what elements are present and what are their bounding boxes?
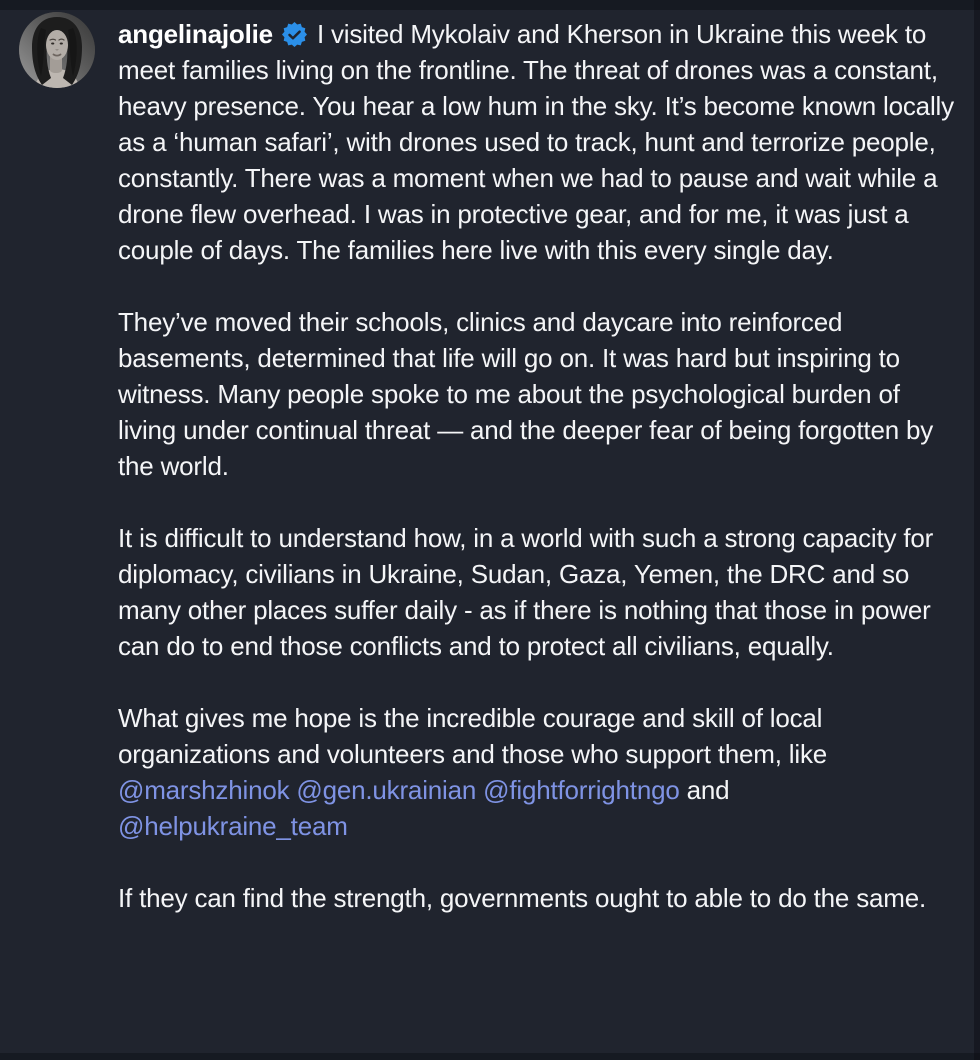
mention-link[interactable]: @marshzhinok xyxy=(118,775,290,805)
caption-text: They’ve moved their schools, clinics and daycare into reinforced basements, determined that life will go on. It was hard but inspiring to witness. Many people spoke to me about the psychological burden of living under continual threat — and the deeper fear of being forgotten by the world. xyxy=(118,307,934,481)
media-edge-top xyxy=(0,0,980,10)
caption-text: If they can find the strength, governments ought to able to do the same. xyxy=(118,883,927,913)
mention-link[interactable]: @gen.ukrainian xyxy=(296,775,477,805)
caption-paragraph xyxy=(118,16,954,268)
caption-paragraph xyxy=(118,520,954,664)
mention-link[interactable]: @fightforrightngo xyxy=(483,775,680,805)
caption-paragraph xyxy=(118,700,954,844)
caption-text: I visited Mykolaiv and Kherson in Ukraine this week to meet families living on the frontline. The threat of drones was a constant, heavy presence. You hear a low hum in the sky. It’s become known locally as a ‘human safari’, with drones used to track, hunt and terrorize people, constantly. There was a moment when we had to pause and wait while a drone flew overhead. I was in protective gear, and for me, it was just a couple of days. The families here live with this every single day. xyxy=(118,19,954,265)
caption-paragraph xyxy=(118,880,954,916)
media-edge-bottom xyxy=(0,1053,980,1060)
caption-text: and xyxy=(679,775,730,805)
caption-text: What gives me hope is the incredible courage and skill of local organizations and volunteers and those who support them, like xyxy=(118,703,828,769)
mention-link[interactable]: @helpukraine_team xyxy=(118,811,348,841)
avatar-portrait-image xyxy=(19,12,95,88)
caption-paragraph xyxy=(118,304,954,484)
screen-edge-right xyxy=(974,0,980,1060)
caption-text: It is difficult to understand how, in a world with such a strong capacity for diplomacy, civilians in Ukraine, Sudan, Gaza, Yemen, the DRC and so many other places suffer daily - as if there is nothing that those in power can do to end those conflicts and to protect all civilians, equally. xyxy=(118,523,934,661)
username-link[interactable]: angelinajolie xyxy=(118,19,273,49)
profile-photo-avatar[interactable] xyxy=(19,12,95,88)
caption xyxy=(118,16,954,916)
verified-badge-icon xyxy=(282,22,307,47)
